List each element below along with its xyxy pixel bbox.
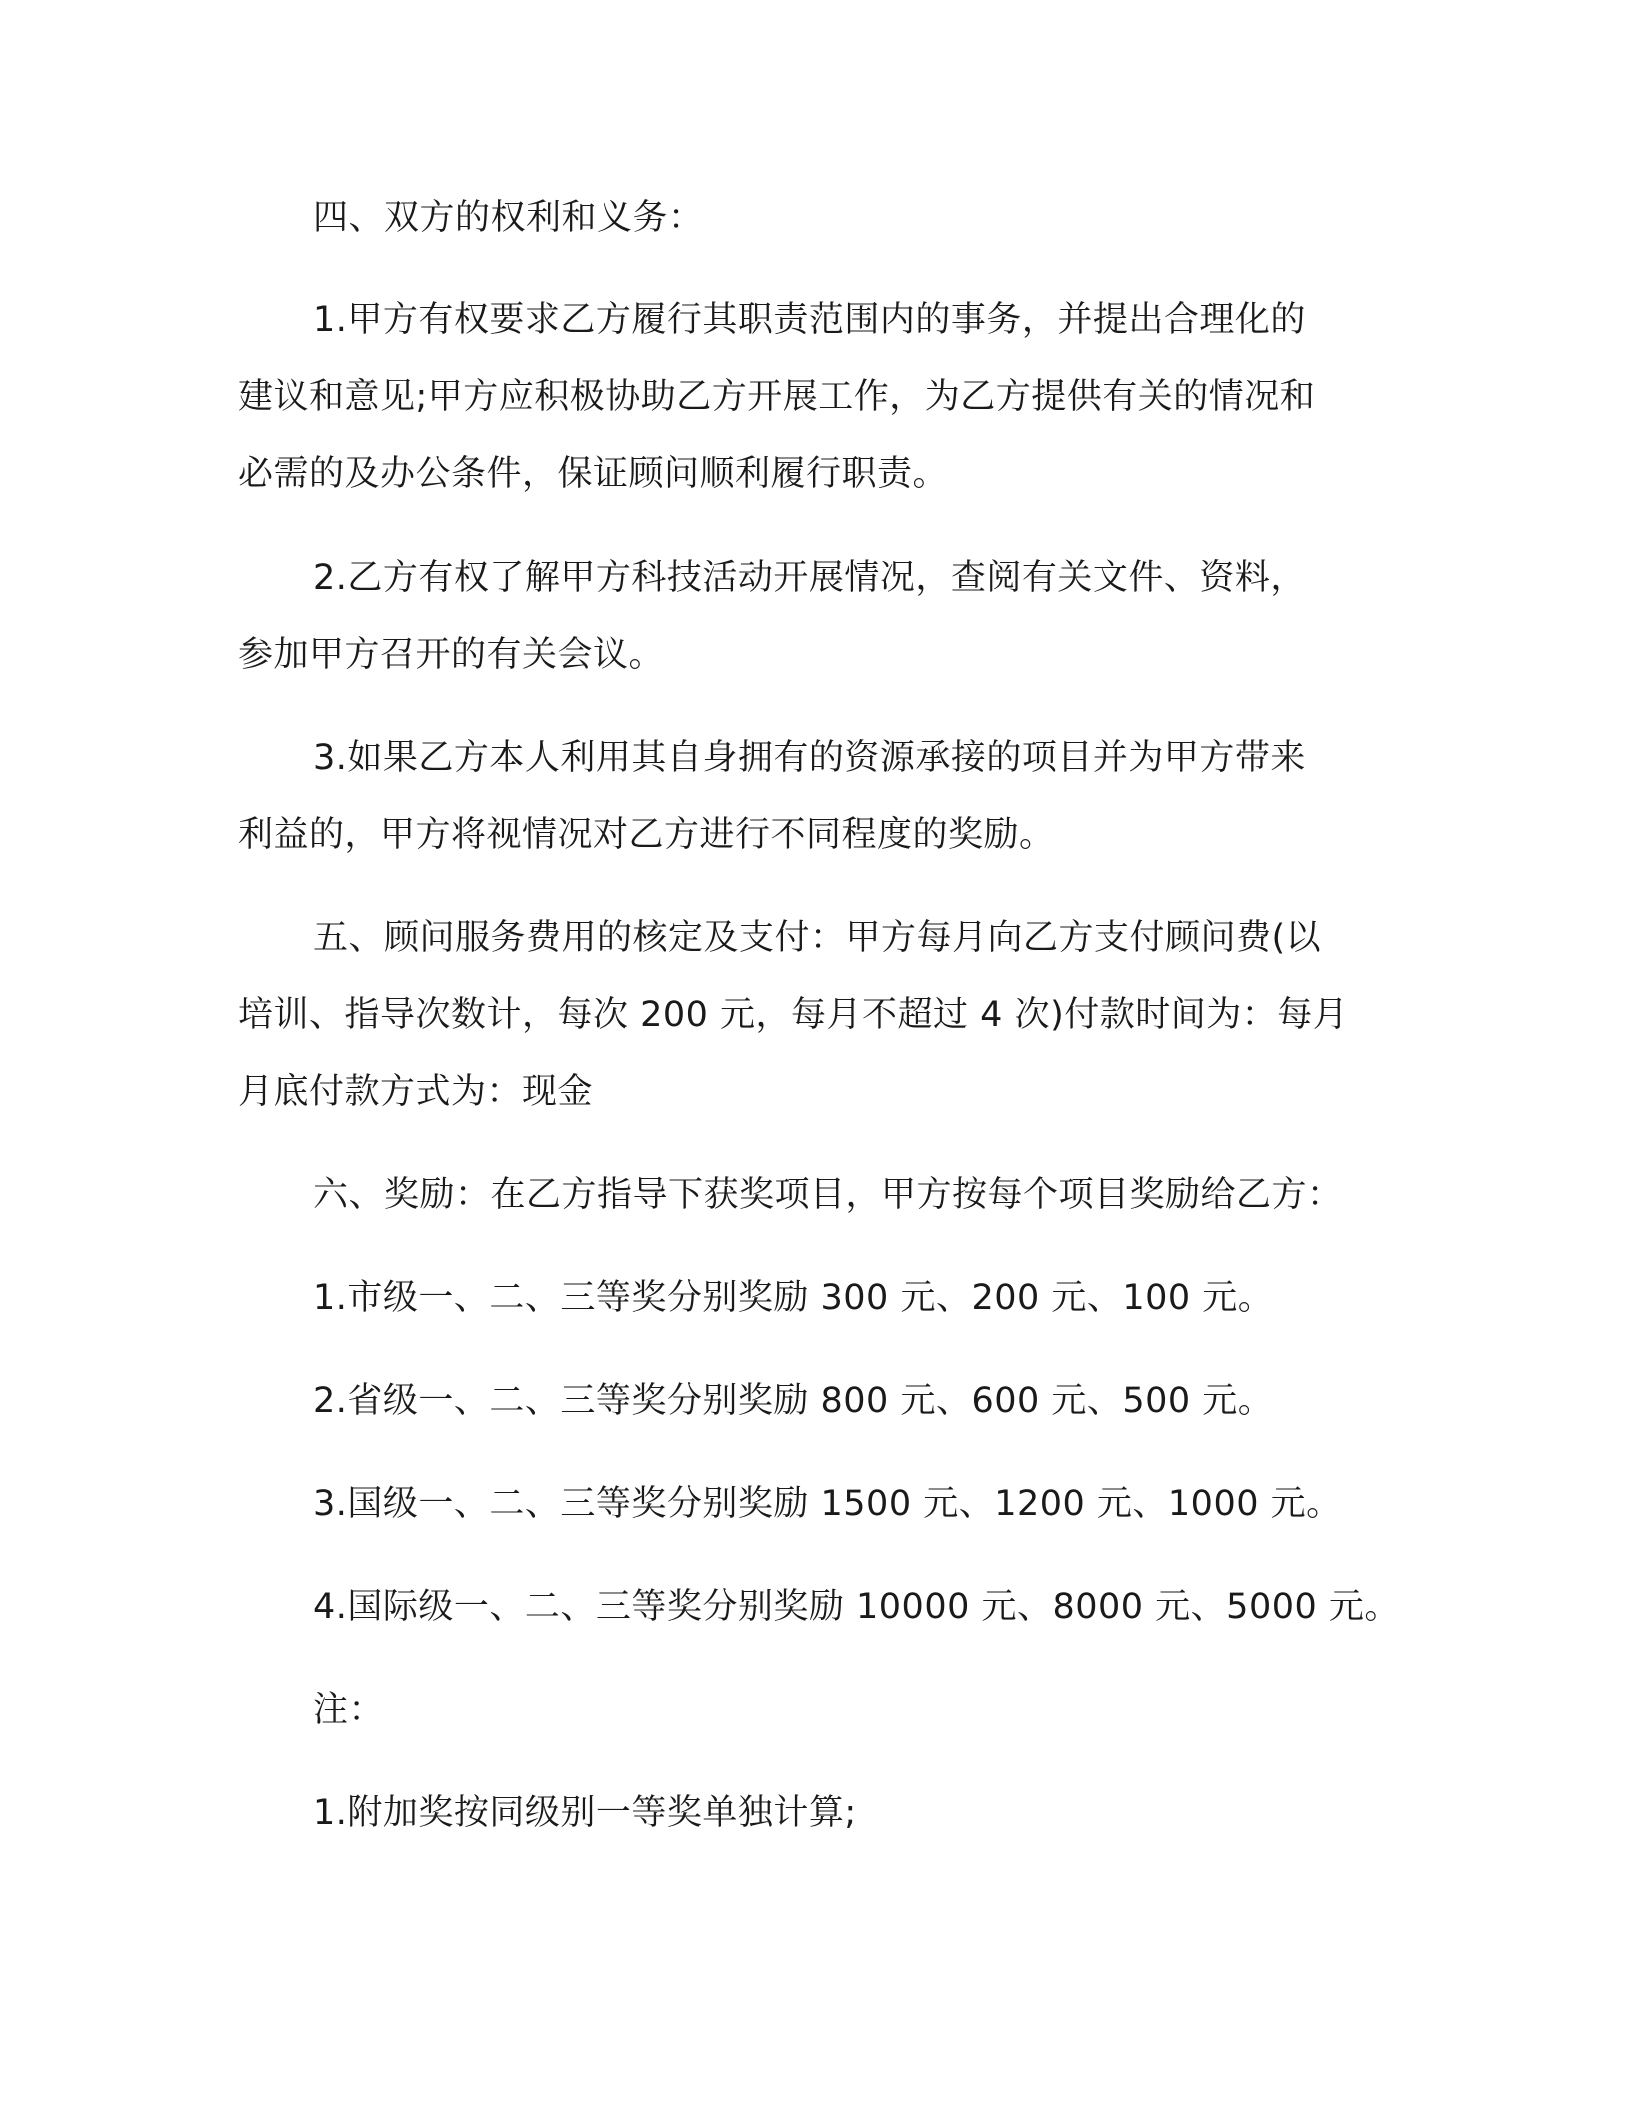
section-5-line-1: 五、顾问服务费用的核定及支付：甲方每月向乙方支付顾问费(以	[313, 918, 1322, 958]
section-4-item-2-line-2: 参加甲方召开的有关会议。	[238, 635, 665, 675]
section-4-heading: 四、双方的权利和义务：	[313, 198, 704, 238]
section-4-item-1-line-2: 建议和意见;甲方应积极协助乙方开展工作，为乙方提供有关的情况和	[238, 377, 1316, 417]
section-5-line-2: 培训、指导次数计，每次 200 元，每月不超过 4 次)付款时间为：每月	[238, 995, 1349, 1035]
award-item-international: 4.国际级一、二、三等奖分别奖励 10000 元、8000 元、5000 元。	[313, 1587, 1400, 1627]
award-item-national: 3.国级一、二、三等奖分别奖励 1500 元、1200 元、1000 元。	[313, 1484, 1342, 1524]
section-4-item-1-line-1: 1.甲方有权要求乙方履行其职责范围内的事务，并提出合理化的	[313, 300, 1306, 340]
section-4-item-3-line-2: 利益的，甲方将视情况对乙方进行不同程度的奖励。	[238, 815, 1055, 855]
award-item-province: 2.省级一、二、三等奖分别奖励 800 元、600 元、500 元。	[313, 1381, 1274, 1421]
section-5-line-3: 月底付款方式为：现金	[238, 1072, 594, 1112]
section-6-heading: 六、奖励：在乙方指导下获奖项目，甲方按每个项目奖励给乙方：	[313, 1175, 1343, 1215]
section-4-item-2-line-1: 2.乙方有权了解甲方科技活动开展情况，查阅有关文件、资料，	[313, 558, 1306, 598]
section-4-item-1-line-3: 必需的及办公条件，保证顾问顺利履行职责。	[238, 454, 949, 494]
section-4-item-3-line-1: 3.如果乙方本人利用其自身拥有的资源承接的项目并为甲方带来	[313, 738, 1306, 778]
award-item-city: 1.市级一、二、三等奖分别奖励 300 元、200 元、100 元。	[313, 1278, 1274, 1318]
note-item-1: 1.附加奖按同级别一等奖单独计算;	[313, 1793, 857, 1833]
note-heading: 注：	[313, 1690, 385, 1730]
